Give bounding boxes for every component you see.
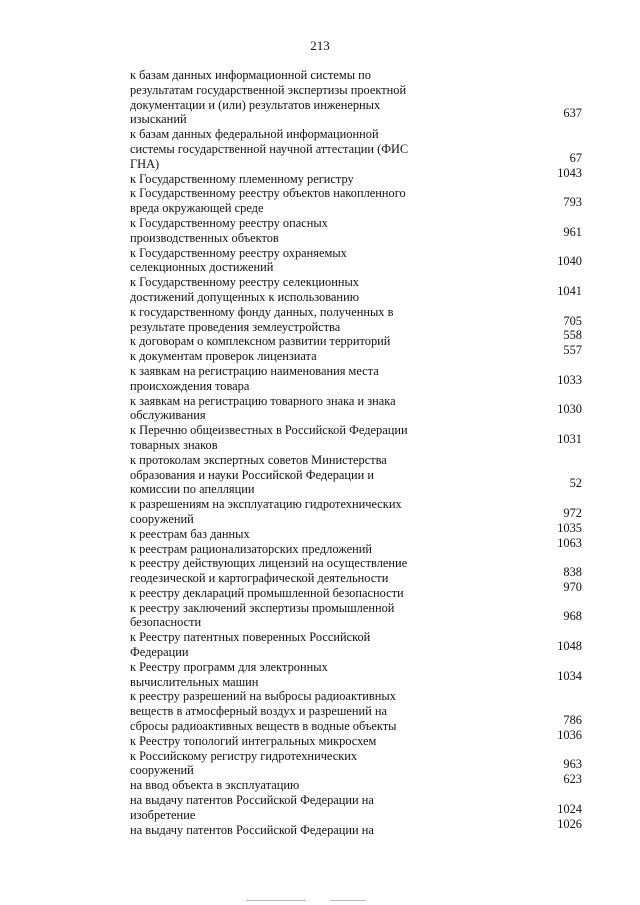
index-entry-term: к реестру разрешений на выбросы радиоактивных веществ в атмосферный воздух и разрешений на сбросы радиоактивных веществ в водные объекты xyxy=(130,689,397,734)
index-entry-page: 1035 xyxy=(557,520,582,535)
index-entry xyxy=(130,305,582,335)
scan-edge-mark xyxy=(330,900,366,901)
index-entry-page: 1024 xyxy=(557,801,582,816)
index-entry-term: к договорам о комплексном развитии территорий xyxy=(130,334,391,349)
index-entry xyxy=(130,394,582,424)
index-entry xyxy=(130,520,582,542)
index-entry-term: к разрешениям на эксплуатацию гидротехнических сооружений xyxy=(130,497,402,526)
index-entry-term: к базам данных информационной системы по результатам государственной экспертизы проектной документации и (или) результатов инженерных изысканий xyxy=(130,68,407,127)
index-entry-term: к реестру действующих лицензий на осуществление геодезической и картографической деятельности xyxy=(130,556,408,586)
index-entry xyxy=(130,579,582,601)
index-entry-term: к заявкам на регистрацию наименования места происхождения товара xyxy=(130,363,379,393)
index-entry xyxy=(130,601,582,631)
index-entry-page: 52 xyxy=(569,476,582,491)
index-entry-page: 793 xyxy=(563,195,582,210)
index-entry-page: 838 xyxy=(563,565,582,580)
index-entry-page: 1040 xyxy=(557,254,582,269)
index-entry-page: 1033 xyxy=(557,372,582,387)
index-entry-term: на выдачу патентов Российской Федерации на изобретение xyxy=(130,793,374,822)
index-entry-term: к базам данных федеральной информационной системы государственной научной аттестации (ФИС ГНА) xyxy=(130,127,409,171)
index-entry-page: 1048 xyxy=(557,639,582,654)
index-entry xyxy=(130,660,582,690)
index-entry-term: на ввод объекта в эксплуатацию xyxy=(130,778,300,793)
index-entry xyxy=(130,556,582,586)
index-entry xyxy=(130,127,582,171)
index-entry xyxy=(130,68,582,127)
index-entry xyxy=(130,772,582,793)
index-entry-page: 1034 xyxy=(557,668,582,683)
index-entry-page: 1036 xyxy=(557,727,582,742)
index-entry xyxy=(130,186,582,216)
index-entry-page: 558 xyxy=(563,328,582,343)
index-entry-term: к реестру заключений экспертизы промышленной безопасности xyxy=(130,600,395,630)
index-entry xyxy=(130,246,582,276)
scan-edge-mark xyxy=(246,900,306,901)
index-entry-term: к Государственному реестру опасных производственных объектов xyxy=(130,215,328,245)
index-entry-term: к государственному фонду данных, полученных в результате проведения землеустройства xyxy=(130,304,394,334)
index-entry xyxy=(130,689,582,733)
index-entry xyxy=(130,727,582,749)
page-number: 213 xyxy=(310,38,330,53)
index-entry-term: к Перечню общеизвестных в Российской Федерации товарных знаков xyxy=(130,423,408,452)
index-entry-term: к реестрам рационализаторских предложений xyxy=(130,541,373,556)
index-entry-term: к Реестру патентных поверенных Российской Федерации xyxy=(130,630,371,660)
index-entry-page: 1031 xyxy=(557,431,582,446)
index-entry-page: 67 xyxy=(569,150,582,165)
index-entry-page: 1063 xyxy=(557,535,582,550)
index-entry xyxy=(130,423,582,453)
index-entry xyxy=(130,275,582,305)
index-entry xyxy=(130,453,582,497)
index-entry-term: на выдачу патентов Российской Федерации на xyxy=(130,822,374,837)
index-entry-page: 968 xyxy=(563,609,582,624)
index-entry-term: к заявкам на регистрацию товарного знака и знака обслуживания xyxy=(130,393,396,423)
index-entry xyxy=(130,497,582,527)
index-entry-term: к протоколам экспертных советов Министерства образования и науки Российской Федерации и комиссии по апелляции xyxy=(130,452,387,497)
index-entry-page: 1041 xyxy=(557,283,582,298)
index-entry-page: 970 xyxy=(563,579,582,594)
index-entry-term: к реестрам баз данных xyxy=(130,526,250,541)
index-entry-page: 1026 xyxy=(557,816,582,831)
index-list xyxy=(130,68,582,837)
index-entry-term: к Реестру топологий интегральных микросхем xyxy=(130,733,377,748)
index-entry xyxy=(130,749,582,779)
index-entry xyxy=(130,630,582,660)
index-entry-term: к Государственному племенному регистру xyxy=(130,171,354,186)
index-entry-term: к Российскому регистру гидротехнических сооружений xyxy=(130,748,358,778)
index-entry xyxy=(130,343,582,364)
index-entry xyxy=(130,364,582,394)
index-entry-term: к Реестру программ для электронных вычислительных машин xyxy=(130,659,328,689)
index-entry xyxy=(130,216,582,246)
index-entry-term: к Государственному реестру охраняемых селекционных достижений xyxy=(130,245,347,275)
index-entry xyxy=(130,165,582,187)
index-entry-page: 961 xyxy=(563,224,582,239)
index-entry-term: к реестру деклараций промышленной безопасности xyxy=(130,585,404,600)
index-entry-term: к документам проверок лицензиата xyxy=(130,349,317,364)
index-entry-page: 623 xyxy=(563,772,582,787)
index-entry-term: к Государственному реестру селекционных достижений допущенных к использованию xyxy=(130,275,359,304)
index-entry xyxy=(130,793,582,823)
index-entry-page: 637 xyxy=(563,106,582,121)
index-entry-page: 963 xyxy=(563,757,582,772)
index-entry-term: к Государственному реестру объектов накопленного вреда окружающей среде xyxy=(130,186,406,216)
index-entry xyxy=(130,535,582,557)
index-entry-page: 705 xyxy=(563,313,582,328)
index-entry-page: 557 xyxy=(563,343,582,358)
index-entry xyxy=(130,328,582,349)
index-entry-page: 1043 xyxy=(557,165,582,180)
index-entry xyxy=(130,816,582,838)
index-entry-page: 786 xyxy=(563,713,582,728)
index-entry-page: 1030 xyxy=(557,402,582,417)
index-entry-page: 972 xyxy=(563,505,582,520)
